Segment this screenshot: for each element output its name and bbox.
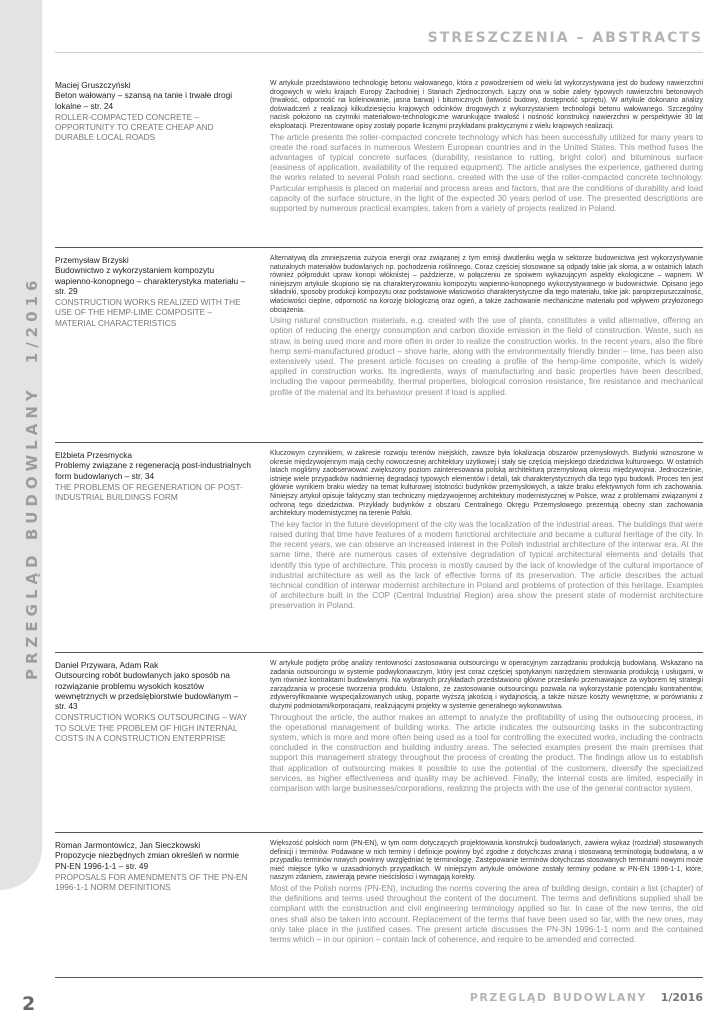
abstract-pl: Większość polskich norm (PN-EN), w tym norm dotyczących projektowania konstrukcji budowlanych, zawiera wykaz (rozdział) stosowanych definicji i terminów. Podawane w nich terminy i definicje powinny być zgodne z dotychczas znaną i stosowaną terminologią budowlaną, a w przypadku terminów nowych powinny uwzględniać tę terminologię. Zastępowanie terminów dotychczas stosowanych terminami nowymi może mieć miejsce tylko w uzasadnionych przypadkach. W niniejszym artykule omówione zostały terminy podane w PN-EN 1996-1-1, które, naszym zdaniem, zawierają pewne nieścisłości i wymagają korekty.	[270, 840, 703, 882]
entry-author: Roman Jarmontowicz, Jan Sieczkowski	[55, 840, 201, 850]
abstract-pl: Kluczowym czynnikiem, w zakresie rozwoju terenów miejskich, zawsze była lokalizacja obszarów przemysłowych. Budynki wznoszone w okresie międzywojennym mają cechy nowoczesnej architektury użytkowej i stały się częścią miejskiego dziedzictwa kulturowego. W ostatnich latach mogliśmy zaobserwować zwiększony poziom zainteresowania polską architekturą przemysłową okresu międzywojnia. Jednocześnie, istnieje wiele przypadków nadmiernej degradacji typowych elementów i detali, tak charakterystycznych dla tego typu budowli. Proces ten jest głównie wynikiem braku wiedzy na temat kulturowej istotności budynków przemysłowych, a także braku efektywnych form ich zachowania. Niniejszy artykuł opisuje faktyczny stan techniczny międzywojennej architektury modernistycznej w Polsce, wraz z problemami związanymi z ochroną tego dziedzictwa. Przykłady budynków z obszaru Centralnego Okręgu Przemysłowego prezentują obecny stan zachowania architektury modernistycznej na terenie Polski.	[270, 450, 703, 518]
abstract-en: Using natural construction materials, e.g. created with the use of plants, constitutes a valid alternative, offering an option of reducing the energy consumption and carbon dioxide emission in the field of construction. Waste, such as straw, is being used more and more often in order to realize the construction works. In the recent years, also the fibre hemp semi-manufactured product – shove harle, along with the environmentally friendly binder – lime, has been also extensively used. The present article focuses on creating a profile of the hemp-lime composite, which is widely applied in construction works. Its ingredients, ways of manufacturing and basic properties have been described, including the vapour permeability, thermal properties, biological corrosion resistance, fire resistance and mechanical profile of the material and its behaviour present if load is applied.	[270, 315, 703, 397]
entry-divider	[55, 247, 703, 248]
entry-divider	[55, 832, 703, 833]
entry-title-en: ROLLER-COMPACTED CONCRETE – OPPORTUNITY TO CREATE CHEAP AND DURABLE LOCAL ROADS	[55, 111, 214, 143]
entry-heading	[55, 255, 251, 328]
entry-title-en: THE PROBLEMS OF REGENERATION OF POST-INDUSTRIAL BUILDINGS FORM	[55, 481, 243, 503]
entry-author: Maciej Gruszczyński	[55, 80, 131, 90]
entry-author: Daniel Przywara, Adam Rak	[55, 660, 159, 670]
entry-divider	[55, 652, 703, 653]
abstract-pl: Alternatywą dla zmniejszenia zużycia energii oraz związanej z tym emisji dwutlenku węgla w sektorze budownictwa jest wykorzystywanie naturalnych materiałów budowlanych np. pochodzenia roślinnego. Coraz częściej stosowane są odpady takie jak słoma, a w ostatnich latach również półprodukt upraw konopi włóknistej – paździerze, w połączeniu ze spoiwem wykazującym aspekty ekologiczne – wapnem. W niniejszym artykule skupiono się na charakteryzowaniu kompozytu wapienno-konopnego wykorzystywanego w budownictwie. Opisano jego składniki, sposoby produkcji kompozytu oraz podstawowe właściwości charakterystyczne dla tego materiału, takie jak: paroprzepuszczalność, właściwości cieplne, odporność na korozję biologiczną oraz ogień, a także zachowanie mechaniczne materiału pod wpływem przyłożonego obciążenia.	[270, 255, 703, 314]
entry-title-pl: Beton wałowany – szansą na tanie i trwałe drogi lokalne – str. 24	[55, 90, 233, 111]
entry-abstracts	[270, 80, 703, 213]
abstract-en: The article presents the roller-compacted concrete technology which has been successfully utilized for many years to create the road surfaces in numerous Western European countries and in the United States. This method fuses the advantages of typical concrete surfaces (durability, resistance to rutting, bright color) and bituminous surface (easiness of application, availability of the required equipment). The article analyses the experience, gathered during the works related to several Polish road sections, created with the use of the roller-compacted concrete technology. Particular emphasis is placed on material and process areas and factors, that are the conditions of durability and load capacity of the surface structure, in the light of the expected 30 years period of use. The presented descriptions are supported by numerous practical examples, taken from a variety of projects realized in Poland.	[270, 131, 703, 213]
entry-title-pl: Budownictwo z wykorzystaniem kompozytu wapienno-konopnego – charakterystyka materiału – str. 29	[55, 265, 246, 296]
entry-abstracts	[270, 255, 703, 397]
footer-magazine-name: PRZEGLĄD BUDOWLANY	[469, 991, 647, 1004]
entry-title-pl: Problemy związane z regeneracją post-industrialnych form budowlanych – str. 34	[55, 460, 251, 481]
page-number: 2	[22, 993, 36, 1015]
entry-title-en: CONSTRUCTION WORKS OUTSOURCING – WAY TO SOLVE THE PROBLEM OF HIGH INTERNAL COSTS IN A CONSTRUCTION ENTERPRISE	[55, 712, 248, 744]
entry-title-pl: Outsourcing robót budowlanych jako sposób na rozwiązanie problemu wysokich kosztów wewnętrznych w przedsiębiorstwie budowlanym – str. 43	[55, 670, 239, 712]
entry-title-en: CONSTRUCTION WORKS REALIZED WITH THE USE OF THE HEMP-LIME COMPOSITE – MATERIAL CHARACTERISTICS	[55, 297, 241, 328]
abstract-pl: W artykule przedstawiono technologię betonu wałowanego, która z powodzeniem od wielu lat wykorzystywana jest do budowy nawierzchni drogowych w wielu krajach Europy Zachodniej i Stanach Zjednoczonych. Łączy ona w sobie zalety typowych nawierzchni betonowych (trwałość, odporność na koleinowanie, jasna barwa) i bitumicznych (łatwość budowy, dostępność sprzętu). W artykule dokonano analizy doświadczeń z realizacji kilkudziesięciu krajowych odcinków drogowych z wykorzystaniem technologii betonu wałowanego. Szczególny nacisk położono na czynniki materiałowo-technologiczne warunkujące trwałość i nośność konstrukcji nawierzchni w perspektywie 30 lat eksploatacji. Prezentowane opisy zostały poparte licznymi przykładami praktycznymi z wielu krajowych realizacji.	[270, 80, 703, 130]
entry-abstracts	[270, 660, 703, 793]
entry-abstracts	[270, 840, 703, 944]
entry-author: Elżbieta Przesmycka	[55, 450, 133, 460]
entry-heading	[55, 80, 251, 143]
abstract-en: The key factor in the future development of the city was the localization of the industrial areas. The buildings that were raised during that time have features of a modern functional architecture and became a cultural heritage of the city. In the recent years, we can observe an increased interest in the Polish industrial architecture of the interwar era. At the same time, there are numerous cases of extensive degradation of typical architectural elements and details that identify this type of architecture. This process is mostly caused by the lack of knowledge of the cultural importance of industrial architecture as well as the lack of effective forms of its preservation. The article describes the actual technical condition of interwar modernist architecture in Poland and problems of protection of this heritage. Examples of architecture built in the COP (Central Industrial Region) area show the present state of modernist architecture preservation in Poland.	[270, 518, 703, 611]
spine-band	[0, 0, 42, 890]
spine-issue: 1/2016	[23, 275, 41, 364]
abstract-en: Most of the Polish norms (PN-EN), including the norms covering the area of building design, contain a list (chapter) of the definitions and terms used throughout the content of the document. The terms and definitions supplied shall be compliant with the construction and civil engineering terminology applied so far. In case of the new terms, the old ones shall also be taken into account. Replacement of the terms that have been used so far, with the new ones, may only take place in the justified cases. The present article discusses the PN-3N 1996-1-1 norm and the contained terms which – in our opinion – contain lack of coherence, and require to be amended and corrected.	[270, 882, 703, 944]
entry-title-en: PROPOSALS FOR AMENDMENTS OF THE PN-EN 1996-1-1 NORM DEFINITIONS	[55, 871, 248, 893]
entry-abstracts	[270, 450, 703, 611]
abstract-pl: W artykule podjęto próbę analizy rentowności zastosowania outsourcingu w operacyjnym zarządzaniu produkcją budowlaną. Wskazano na zadania outsourcingu w systemie podwykonawczym, który jest coraz częściej spotykanym narzędziem sterowania produkcją i usługami, w tym również kontraktami budowlanymi. Na wybranych przykładach przedstawiono główne przesłanki przemawiające za wyborem tej strategii zarządzania w procesie tworzenia produktu. Ustalono, że zastosowanie outsourcingu pozwala na wykorzystanie potencjału kontrahentów, zdywersyfikowanie wyspecjalizowanych usług, poparte wyższą jakością i wydajnością, a także niższe koszty wewnętrzne, w porównaniu z dużymi podmiotami/korporacjami, realizującymi projekty w systemie generalnego wykonawstwa.	[270, 660, 703, 710]
entry-divider	[55, 442, 703, 443]
spine-magazine-name: PRZEGLĄD BUDOWLANY	[23, 385, 41, 680]
footer-divider	[55, 977, 703, 978]
page-header: STRESZCZENIA – ABSTRACTS	[427, 30, 703, 46]
entry-author: Przemysław Brzyski	[55, 255, 129, 265]
entry-heading	[55, 450, 251, 502]
entry-heading	[55, 660, 251, 743]
entry-title-pl: Propozycje niezbędnych zmian określeń w normie PN-EN 1996-1-1 – str. 49	[55, 850, 240, 871]
header-divider	[55, 52, 703, 53]
spine-title	[23, 276, 41, 680]
footer-issue: 1/2016	[660, 991, 703, 1004]
entry-heading	[55, 840, 251, 892]
abstract-en: Throughout the article, the author makes an attempt to analyze the profitability of using the outsourcing process, in the operational management of building works. The article indicates the outsourcing tasks in the subcontracting system, which is more and more often being used as a tool for controlling the executed works, including the contracts concluded in the construction and building industry areas. The selected examples present the main premises that support this management strategy throughout the process of creating the product. The findings allow us to establish that application of outsourcing makes it possible to use the potential of the customers, diversify the specialized services, as higher effectiveness and quality may be achieved. Finally, the internal costs are limited, especially in comparison with large businesses/corporations, realizing the projects with the use of the general contractor system.	[270, 711, 703, 793]
